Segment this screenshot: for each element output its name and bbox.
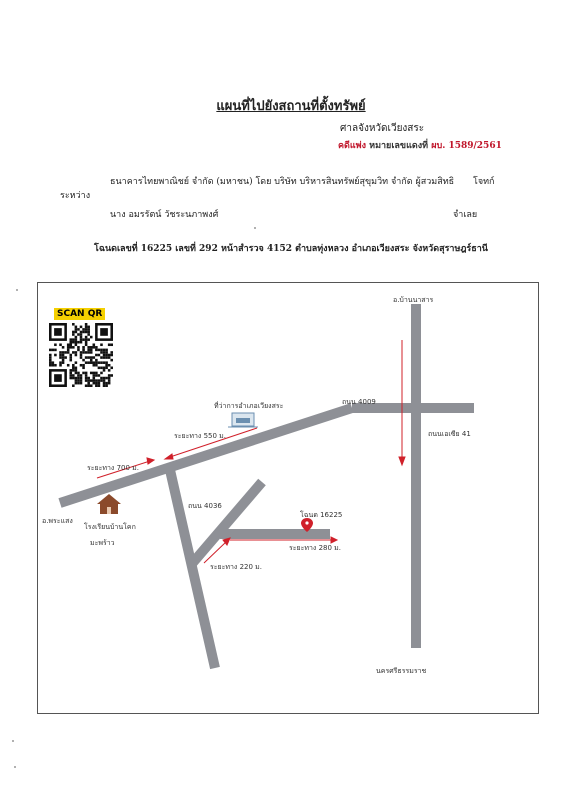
label-nakhon: นครศรีธรรมราช xyxy=(376,667,427,675)
case-number-value: ผบ. 1589/2561 xyxy=(431,141,502,151)
case-type: คดีแพ่ง xyxy=(338,141,366,151)
arrow-south-head xyxy=(399,457,405,465)
document-title: แผนที่ไปยังสถานที่ตั้งทรัพย์ xyxy=(216,99,366,114)
scan-speck xyxy=(254,227,256,229)
plaintiff-role: โจทก์ xyxy=(473,177,495,187)
plaintiff-name: ธนาคารไทยพาณิชย์ จำกัด (มหาชน) โดย บริษัท บริหารสินทรัพย์สุขุมวิท จำกัด ผู้สวมสิทธิ xyxy=(110,177,455,187)
label-road-4036: ถนน 4036 xyxy=(188,502,222,510)
arrow-700-head xyxy=(147,458,154,464)
school-icon xyxy=(97,494,121,514)
label-distance-220: ระยะทาง 220 ม. xyxy=(210,563,262,571)
label-district-office: ที่ว่าการอำเภอเวียงสระ xyxy=(214,402,284,410)
side-road-diagonal xyxy=(190,482,262,566)
label-ban-na-san: อ.บ้านนาสาร xyxy=(393,296,434,304)
label-distance-700: ระยะทาง 700 ม. xyxy=(87,464,139,472)
district-office-icon xyxy=(228,413,258,427)
label-deed-marker: โฉนด 16225 xyxy=(300,511,343,519)
defendant-role: จำเลย xyxy=(453,210,478,220)
court-name: ศาลจังหวัดเวียงสระ xyxy=(340,123,425,134)
defendant-name: นาง อมรรัตน์ วัชระนภาพงศ์ xyxy=(110,210,219,220)
label-phrasaeng: อ.พระแสง xyxy=(42,517,73,525)
scan-speck xyxy=(16,289,18,291)
label-road-asia-41: ถนนเอเซีย 41 xyxy=(428,430,471,438)
label-school-line1: โรงเรียนบ้านโคก xyxy=(84,523,136,531)
scan-qr-label: SCAN QR xyxy=(54,308,105,320)
between-label: ระหว่าง xyxy=(60,191,91,201)
road-4036 xyxy=(170,470,215,668)
label-school-line2: มะพร้าว xyxy=(90,539,115,547)
deed-description: โฉนดเลขที่ 16225 เลขที่ 292 หน้าสำรวจ 4152 ตำบลทุ่งหลวง อำเภอเวียงสระ จังหวัดสุราษฎร์ธานี xyxy=(94,244,488,254)
scan-speck xyxy=(14,766,16,768)
label-distance-550: ระยะทาง 550 ม. xyxy=(174,432,226,440)
qr-code-icon[interactable] xyxy=(49,323,113,387)
road-4009 xyxy=(60,408,352,503)
arrow-550-head xyxy=(165,454,173,459)
label-distance-280: ระยะทาง 280 ม. xyxy=(289,544,341,552)
case-number-label: หมายเลขแดงที่ xyxy=(369,141,429,151)
scan-speck xyxy=(12,740,14,742)
label-road-4009: ถนน 4009 xyxy=(342,398,376,406)
